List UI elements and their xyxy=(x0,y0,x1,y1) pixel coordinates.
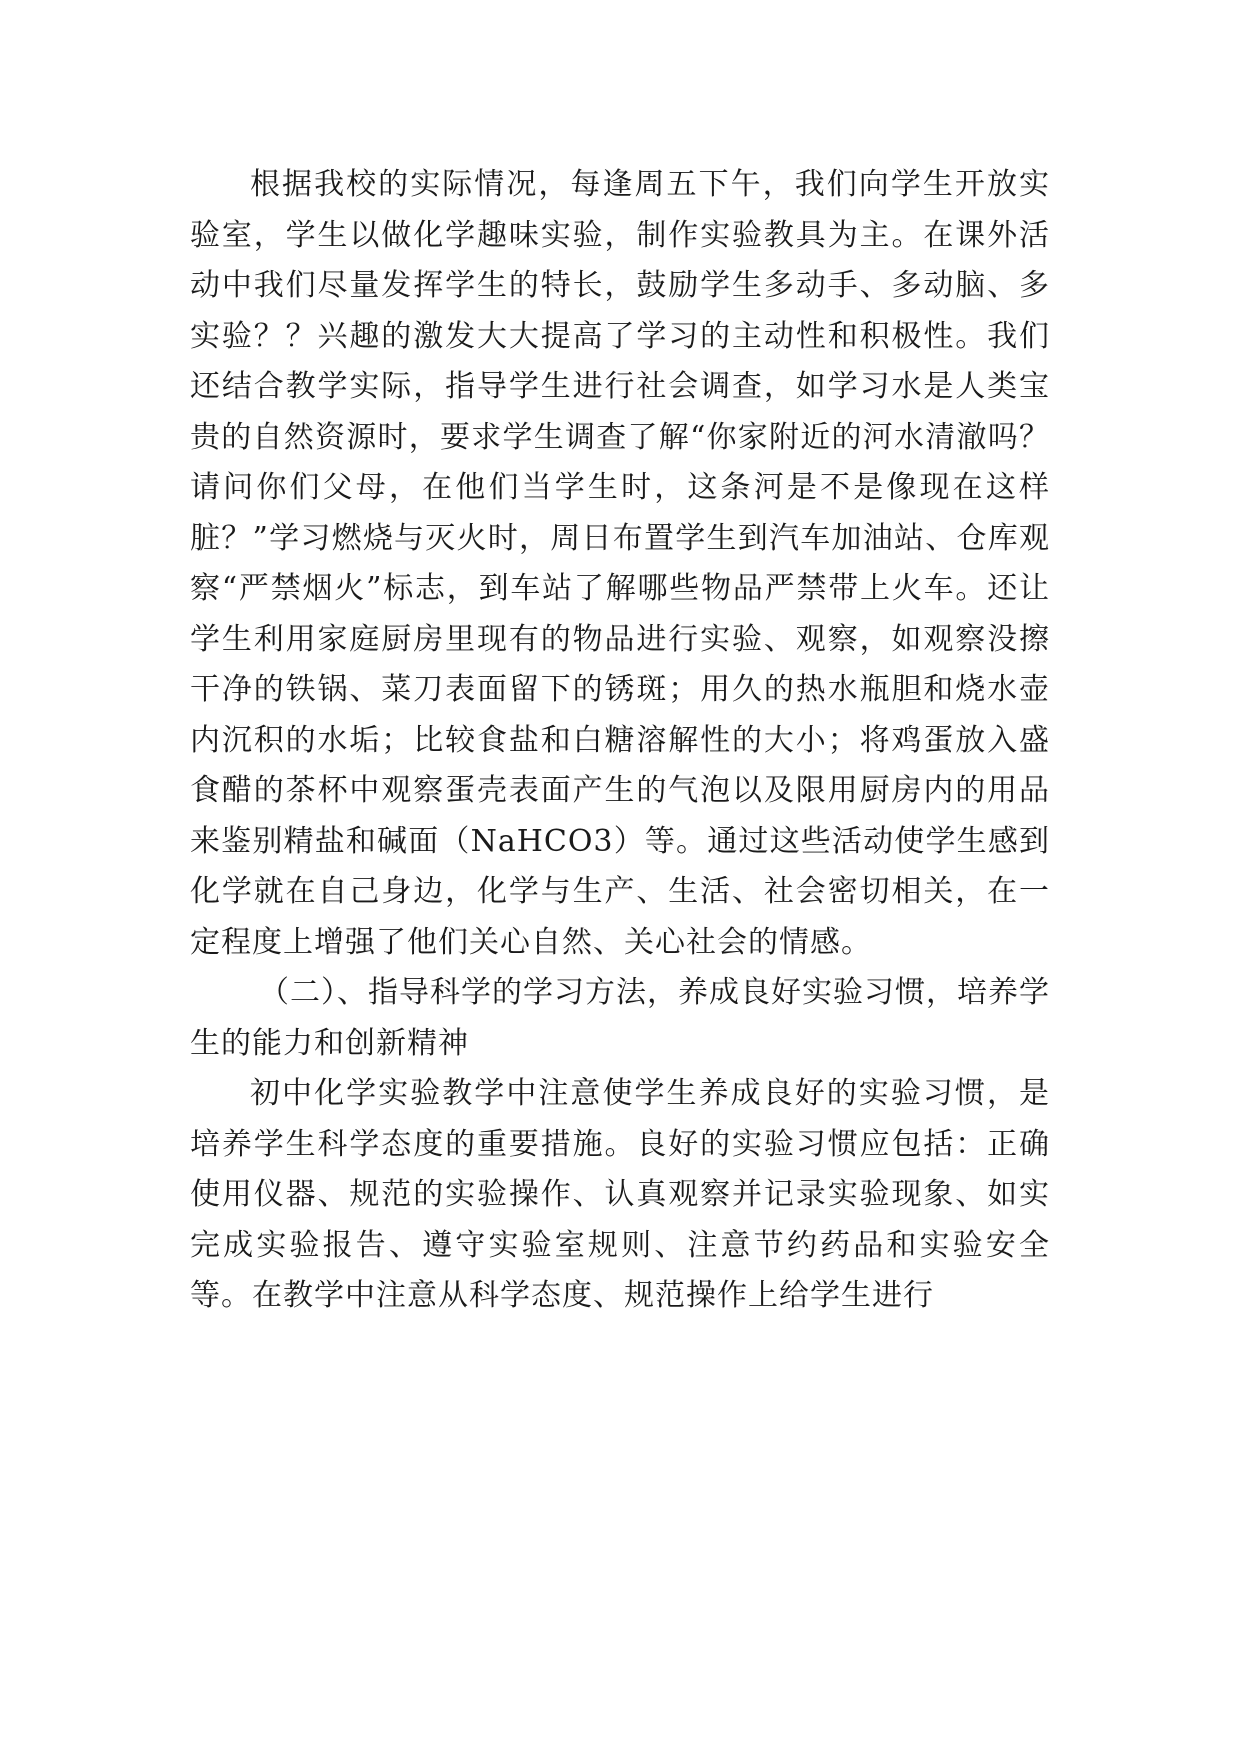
body-paragraph: 初中化学实验教学中注意使学生养成良好的实验习惯，是培养学生科学态度的重要措施。良好的实验习惯应包括：正确使用仪器、规范的实验操作、认真观察并记录实验现象、如实完成实验报告、遵守实验室规则、注意节约药品和实验安全等。在教学中注意从科学态度、规范操作上给学生进行 xyxy=(190,1076,1050,1313)
section-heading: （二）、指导科学的学习方法，养成良好实验习惯，培养学生的能力和创新精神 xyxy=(190,975,1050,1061)
body-paragraph: 根据我校的实际情况，每逢周五下午，我们向学生开放实验室，学生以做化学趣味实验，制作实验教具为主。在课外活动中我们尽量发挥学生的特长，鼓励学生多动手、多动脑、多实验？？兴趣的激发大大提高了学习的主动性和积极性。我们还结合教学实际，指导学生进行社会调查，如学习水是人类宝贵的自然资源时，要求学生调查了解“你家附近的河水清澈吗？请问你们父母，在他们当学生时，这条河是不是像现在这样脏？”学习燃烧与灭火时，周日布置学生到汽车加油站、仓库观察“严禁烟火”标志，到车站了解哪些物品严禁带上火车。还让学生利用家庭厨房里现有的物品进行实验、观察，如观察没擦干净的铁锅、菜刀表面留下的锈斑；用久的热水瓶胆和烧水壶内沉积的水垢；比较食盐和白糖溶解性的大小；将鸡蛋放入盛食醋的茶杯中观察蛋壳表面产生的气泡以及限用厨房内的用品来鉴别精盐和碱面（NaHCO3）等。通过这些活动使学生感到化学就在自己身边，化学与生产、生活、社会密切相关，在一定程度上增强了他们关心自然、关心社会的情感。 xyxy=(190,167,1050,960)
document-body xyxy=(190,160,1050,1322)
